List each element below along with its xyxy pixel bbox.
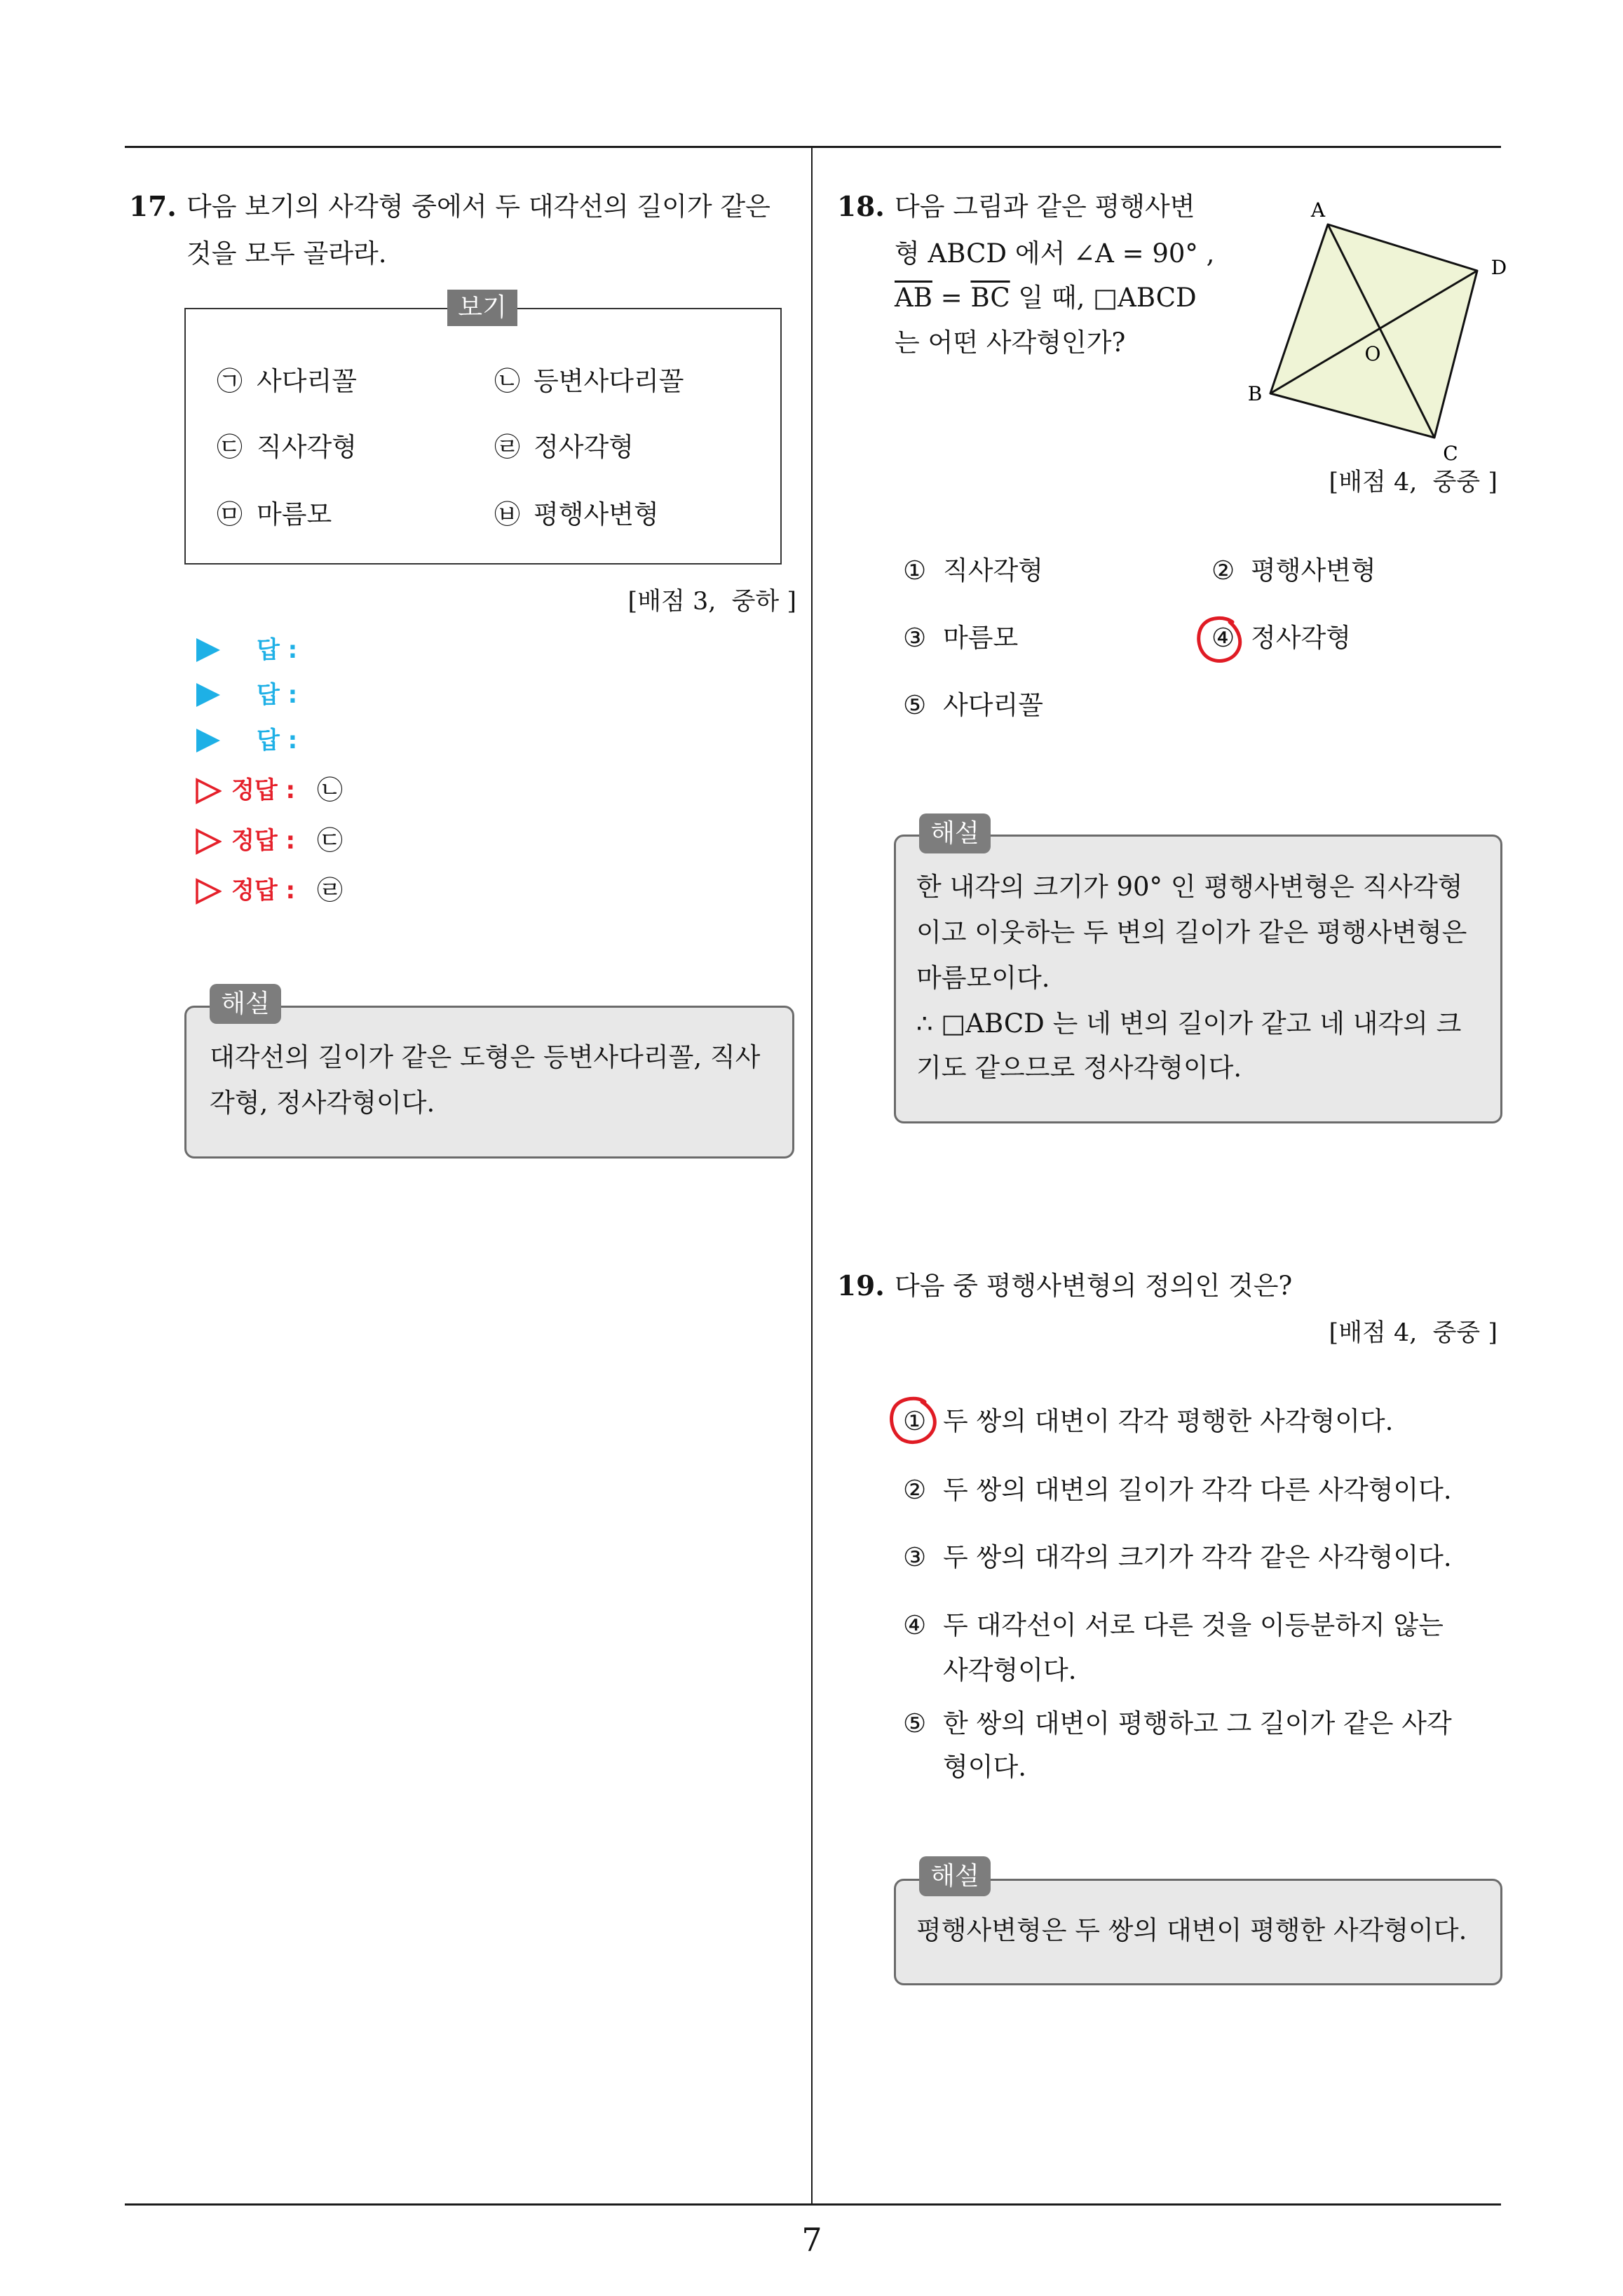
option-mark: ④ (1211, 623, 1235, 653)
column-divider (811, 147, 813, 2205)
play-outline-icon (195, 828, 222, 855)
question-stem-line: 다음 그림과 같은 평행사변 (895, 191, 1195, 222)
solution-label: 정답 : (231, 776, 296, 804)
choice-mark: ㉤ (217, 499, 243, 529)
play-outline-icon (195, 778, 222, 804)
answer-blank-label: 답 : (257, 727, 298, 755)
stem-text: 일 때, □ABCD (1010, 283, 1197, 313)
center-label-o: O (1364, 342, 1381, 365)
option-text: 두 대각선이 서로 다른 것을 이등분하지 않는 (943, 1610, 1444, 1640)
vertex-label-b: B (1247, 382, 1263, 405)
option-mark: ① (903, 1406, 927, 1436)
option-text: 사각형이다. (943, 1655, 1077, 1685)
play-icon (196, 683, 220, 707)
answer-blank-label: 답 : (257, 681, 298, 709)
choice-mark: ㉠ (217, 366, 243, 396)
question-stem-line: 다음 보기의 사각형 중에서 두 대각선의 길이가 같은 (186, 191, 770, 222)
option-text: 두 쌍의 대각의 크기가 각각 같은 사각형이다. (943, 1542, 1452, 1572)
equals-sign: = (932, 283, 971, 313)
question-stem-line: 다음 중 평행사변형의 정의인 것은? (895, 1271, 1293, 1301)
option-mark: ⑤ (903, 690, 927, 720)
explanation-line: 한 내각의 크기가 90° 인 평행사변형은 직사각형 (916, 872, 1463, 902)
explanation-label: 해설 (919, 1856, 991, 1896)
question-number: 18. (837, 191, 885, 223)
top-rule (125, 146, 1501, 148)
option-text: 사다리꼴 (943, 690, 1043, 720)
answer-mark-circle (1192, 612, 1248, 668)
vertex-label-d: D (1490, 256, 1507, 279)
option-text: 두 쌍의 대변의 길이가 각각 다른 사각형이다. (943, 1475, 1452, 1505)
page-number: 7 (801, 2221, 822, 2259)
explanation-box (184, 1006, 794, 1159)
vertex-label-c: C (1443, 442, 1458, 465)
choice-mark: ㉣ (494, 432, 520, 462)
choice-mark: ㉥ (494, 499, 520, 529)
choice-text: 평행사변형 (534, 499, 659, 529)
play-icon (196, 729, 220, 752)
choice-text: 마름모 (257, 499, 332, 529)
play-outline-icon (195, 878, 222, 905)
vertex-label-a: A (1310, 198, 1326, 222)
choice-mark: ㉢ (217, 432, 243, 462)
question-number: 19. (837, 1270, 885, 1302)
play-icon (196, 638, 220, 662)
choice-text: 정사각형 (534, 432, 634, 462)
score-tag: [배점 4, 중중 ] (1329, 468, 1498, 497)
answer-blank-label: 답 : (257, 636, 298, 664)
choice-text: 등변사다리꼴 (534, 366, 684, 396)
question-stem-line: 것을 모두 골라라. (186, 238, 387, 269)
solution-value: ㉡ (317, 775, 343, 805)
choice-text: 직사각형 (257, 432, 357, 462)
solution-value: ㉣ (317, 875, 343, 905)
explanation-line: ∴ □ABCD 는 네 변의 길이가 같고 네 내각의 크 (916, 1008, 1462, 1039)
answer-mark-circle (885, 1393, 942, 1450)
option-text: 정사각형 (1251, 623, 1351, 653)
question-stem-line: 형 ABCD 에서 ∠A = 90° , (895, 238, 1215, 269)
explanation-line: 마름모이다. (916, 963, 1050, 993)
option-text: 두 쌍의 대변이 각각 평행한 사각형이다. (943, 1406, 1394, 1436)
segment-ab: $\overline{AB}$ (895, 283, 932, 313)
explanation-label: 해설 (919, 813, 991, 853)
option-mark: ③ (903, 623, 927, 653)
option-text: 한 쌍의 대변이 평행하고 그 길이가 같은 사각 (943, 1708, 1452, 1738)
explanation-line: 평행사변형은 두 쌍의 대변이 평행한 사각형이다. (916, 1915, 1467, 1945)
option-mark: ④ (903, 1610, 927, 1640)
question-number: 17. (129, 191, 177, 223)
option-text: 마름모 (943, 623, 1019, 653)
explanation-label: 해설 (210, 984, 281, 1024)
option-mark: ② (903, 1475, 927, 1505)
option-text: 직사각형 (943, 555, 1043, 586)
choice-mark: ㉡ (494, 366, 520, 396)
score-tag: [배점 3, 중하 ] (627, 588, 796, 616)
bottom-rule (125, 2203, 1501, 2206)
solution-value: ㉢ (317, 825, 343, 856)
explanation-line: 기도 같으므로 정사각형이다. (916, 1053, 1242, 1083)
option-mark: ② (1211, 555, 1235, 586)
option-mark: ③ (903, 1542, 927, 1572)
option-mark: ① (903, 555, 927, 586)
option-text: 형이다. (943, 1752, 1026, 1782)
choice-text: 사다리꼴 (257, 366, 357, 396)
segment-bc: $\overline{BC}$ (970, 283, 1010, 313)
option-mark: ⑤ (903, 1708, 927, 1738)
option-text: 평행사변형 (1251, 555, 1376, 586)
question-stem-line (895, 283, 1197, 313)
solution-label: 정답 : (231, 877, 296, 905)
parallelogram-figure (1234, 189, 1528, 470)
explanation-line: 각형, 정사각형이다. (210, 1088, 435, 1118)
explanation-line: 대각선의 길이가 같은 도형은 등변사다리꼴, 직사 (210, 1042, 761, 1072)
explanation-line: 이고 이웃하는 두 변의 길이가 같은 평행사변형은 (916, 917, 1467, 947)
example-box-label: 보기 (447, 290, 517, 326)
score-tag: [배점 4, 중중 ] (1329, 1319, 1498, 1347)
solution-label: 정답 : (231, 827, 296, 855)
question-stem-line: 는 어떤 사각형인가? (895, 327, 1126, 358)
